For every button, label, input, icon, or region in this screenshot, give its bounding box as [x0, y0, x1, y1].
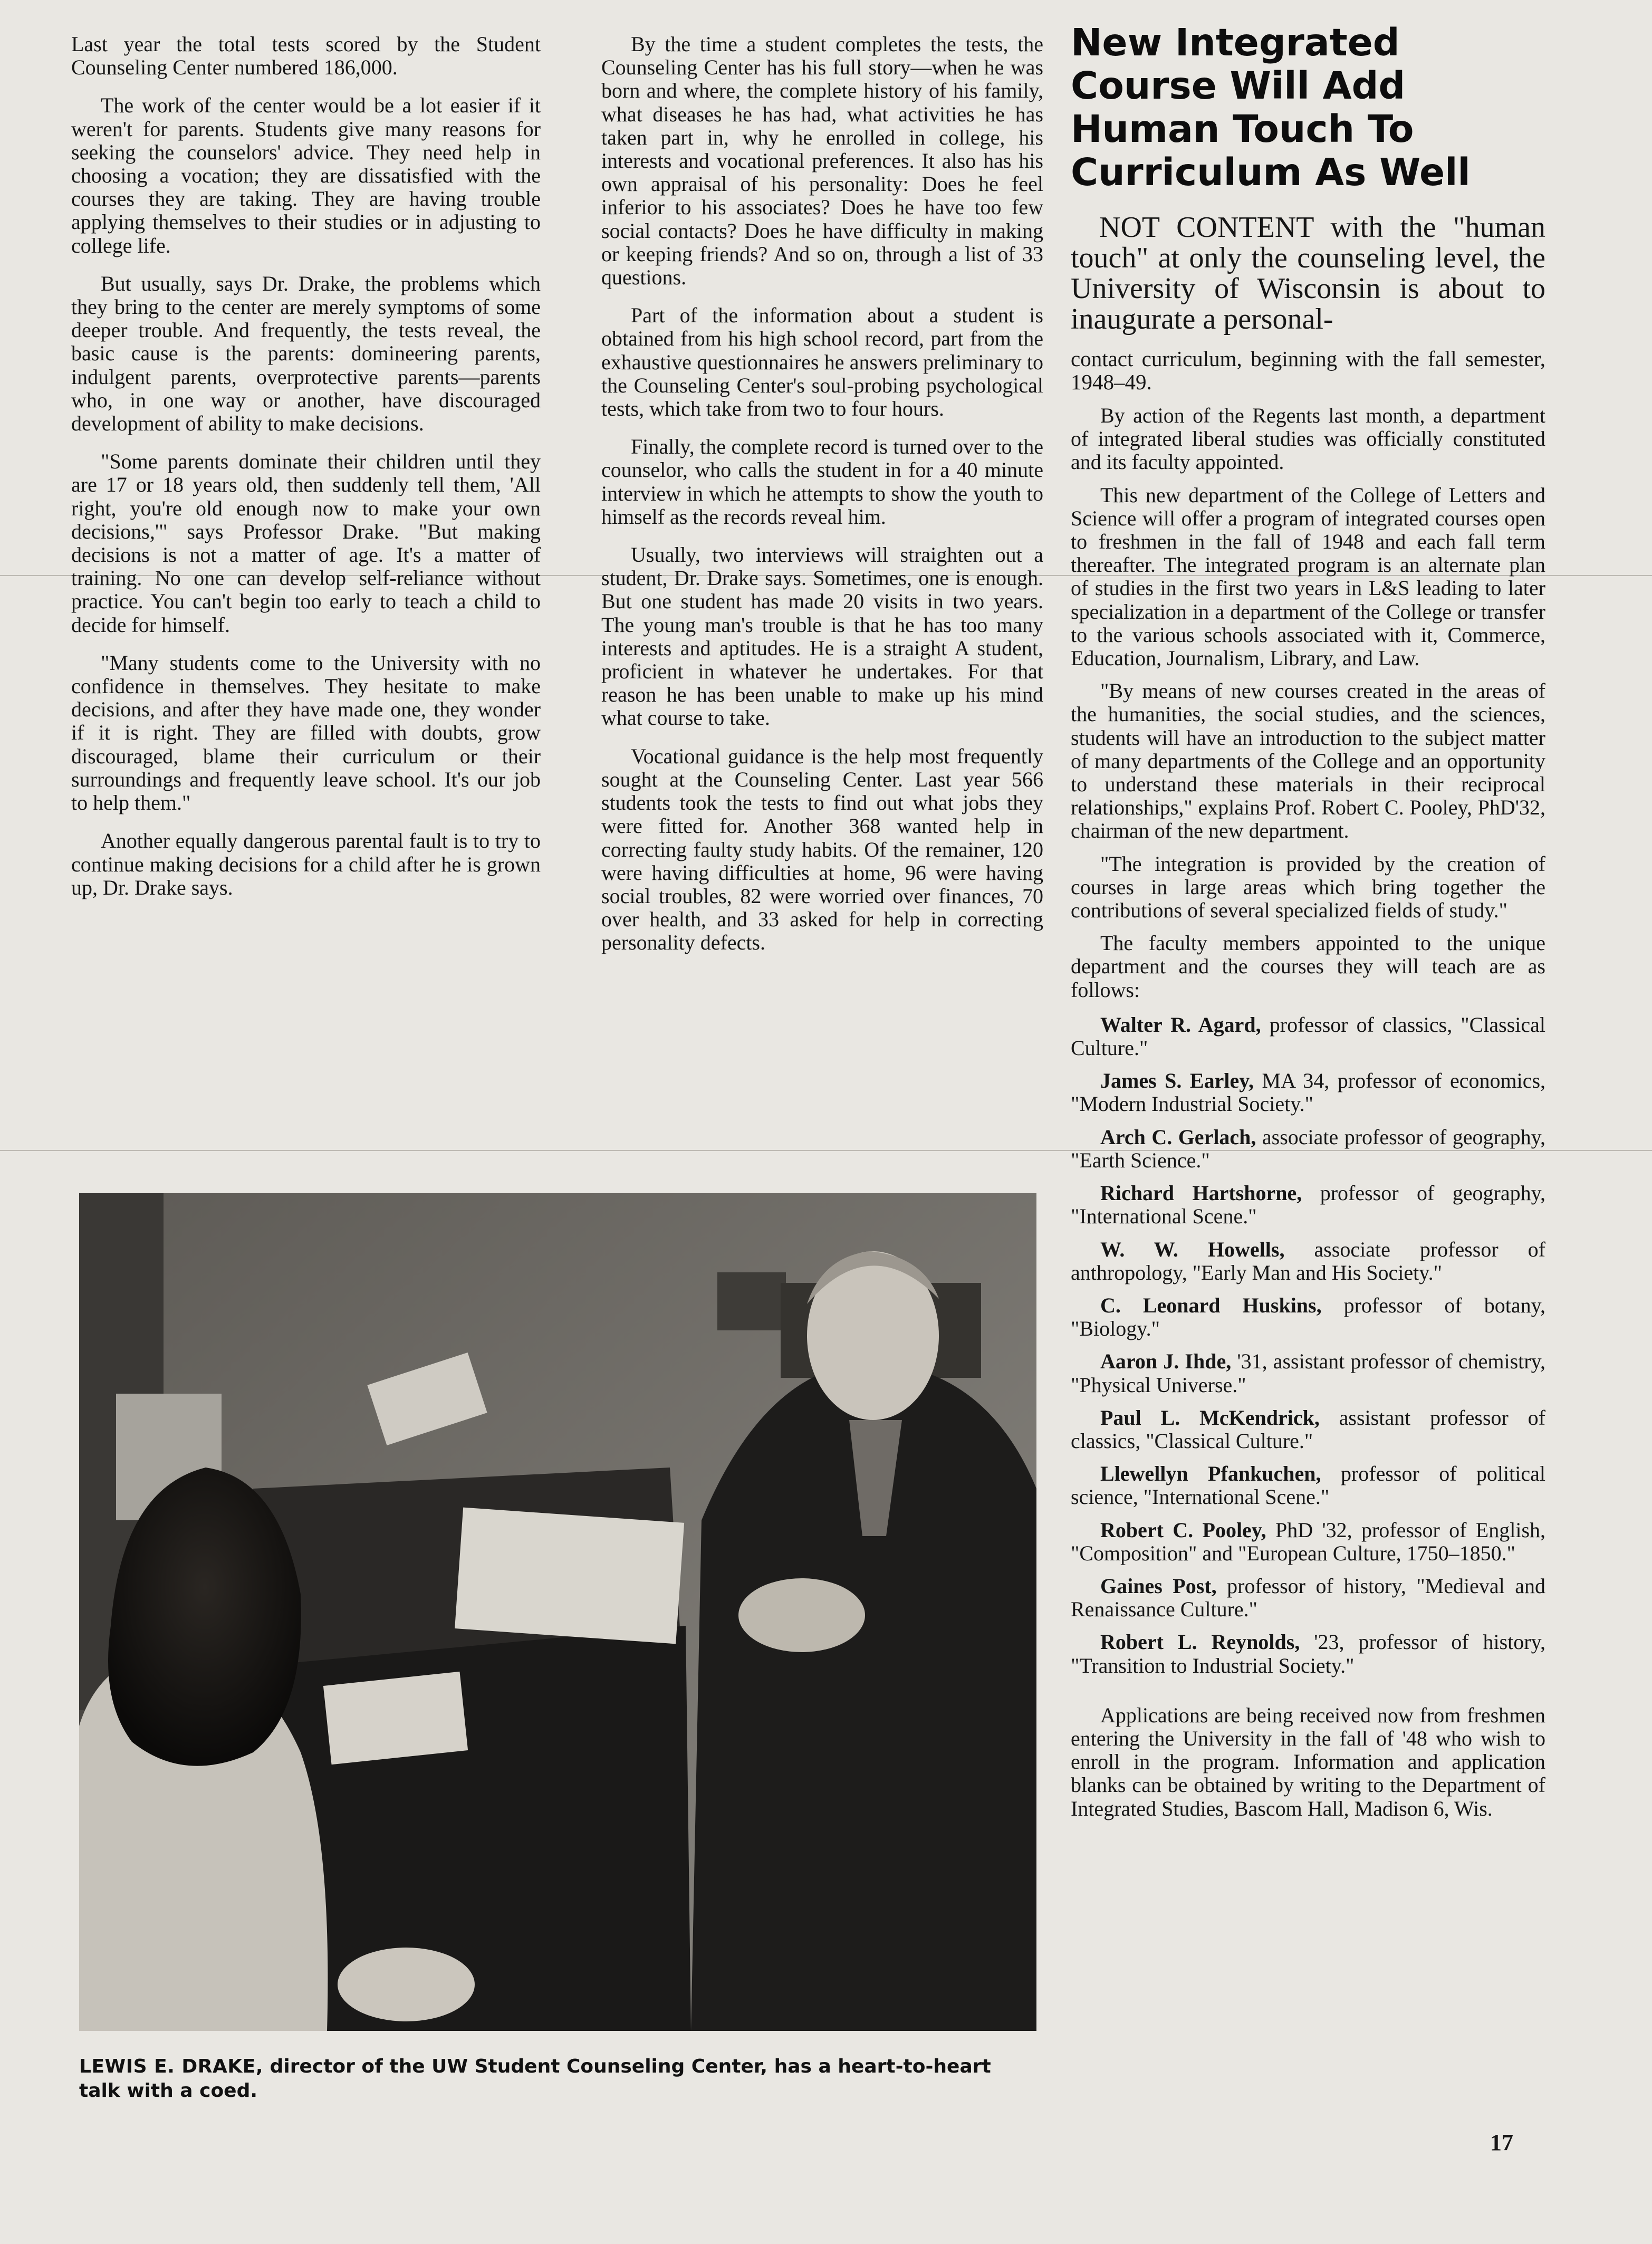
faculty-description: MA 34, professor of economics, "Modern Industrial Society."	[1071, 1069, 1546, 1116]
paragraph: Finally, the complete record is turned over to the counselor, who calls the student in for a 40 minute interview in which he attempts to show the youth to himself as the records reveal him.	[601, 435, 1043, 529]
photo-open-book	[455, 1508, 684, 1644]
closing-paragraph: Applications are being received now from freshmen entering the University in the fall of '48 who wish to enroll in the program. Information and application blanks can be obtained by writing to the Department of Integrated Studies, Bascom Hall, Madison 6, Wis.	[1071, 1703, 1545, 1820]
caption-lead: LEWIS E. DRAKE,	[79, 2056, 264, 2077]
paragraph: "Many students come to the University with no confidence in themselves. They hesitate to make decisions, and after they have made one, they wonder if it is right. They are filled with doubts, grow discouraged, blame their curriculum or their surroundings and frequently leave school. It's our job to help them."	[71, 650, 541, 815]
faculty-name: Paul L. McKendrick,	[1100, 1405, 1320, 1430]
faculty-description: associate professor of geography, "Earth Science."	[1071, 1125, 1545, 1172]
paragraph: Another equally dangerous parental fault is to try to continue making decisions for a child after he is grown up, Dr. Drake says.	[71, 829, 541, 899]
photo-papers	[323, 1672, 468, 1764]
faculty-entry	[1071, 1406, 1545, 1453]
faculty-description: assistant professor of classics, "Classical Culture."	[1071, 1405, 1545, 1453]
faculty-description: PhD '32, professor of English, "Composition" and "European Culture, 1750–1850."	[1071, 1518, 1546, 1565]
paragraph: The faculty members appointed to the unique department and the courses they will teach are as follows:	[1071, 931, 1545, 1002]
paragraph: "The integration is provided by the creation of courses in large areas which bring together the contributions of several specialized fields of study."	[1071, 851, 1545, 923]
faculty-entry	[1071, 1069, 1545, 1116]
faculty-entry	[1071, 1182, 1545, 1228]
caption-text: director of the UW Student Counseling Center, has a heart-to-heart talk with a coed.	[79, 2056, 991, 2102]
faculty-name: W. W. Howells,	[1100, 1237, 1285, 1261]
faculty-name: James S. Earley,	[1100, 1069, 1254, 1093]
paragraph: By action of the Regents last month, a department of integrated liberal studies was officially constituted and its faculty appointed.	[1071, 404, 1545, 474]
faculty-name: Richard Hartshorne,	[1100, 1181, 1302, 1205]
faculty-description: '31, assistant professor of chemistry, "Physical Universe."	[1071, 1349, 1545, 1397]
paragraph: Last year the total tests scored by the Student Counseling Center numbered 186,000.	[71, 32, 541, 80]
photo-man-hands	[738, 1578, 865, 1652]
article-lede: NOT CONTENT with the "human touch" at only the counseling level, the University of Wisconsin is about to inaugurate a personal-	[1071, 211, 1545, 335]
faculty-entry	[1071, 1575, 1545, 1621]
faculty-name: Aaron J. Ihde,	[1100, 1349, 1232, 1374]
faculty-name: Arch C. Gerlach,	[1100, 1125, 1256, 1149]
paragraph: By the time a student completes the tests, the Counseling Center has his full story—when he was born and where, the complete history of his family, what diseases he has had, what activities he has taken part in, why he enrolled in college, his interests and vocational preferences. It also has his own appraisal of his personality: Does he feel inferior to his associates? Does he have too few social contacts? Does he have difficulty in making or keeping friends? And so on, through a list of 33 questions.	[601, 32, 1043, 290]
paragraph: The work of the center would be a lot easier if it weren't for parents. Students give many reasons for seeking the counselors' advice. They need help in choosing a vocation; they are dissatisfied with the courses they are taking. They are having trouble applying themselves to their studies or in adjusting to college life.	[71, 93, 541, 257]
article-headline: New Integrated Course Will Add Human Touch To Curriculum As Well	[1071, 21, 1471, 194]
faculty-name: Gaines Post,	[1100, 1574, 1217, 1598]
paragraph: "Some parents dominate their children until they are 17 or 18 years old, then suddenly tell them, 'All right, you're old enough now to make your own decisions,'" says Professor Drake. "But making decisions is not a matter of age. It's a matter of training. No one can develop self-reliance without practice. You can't begin too early to teach a child to decide for himself.	[71, 449, 541, 637]
faculty-entry	[1071, 1238, 1545, 1284]
counseling-photo	[79, 1193, 1036, 2031]
page-number: 17	[1490, 2130, 1513, 2155]
faculty-entry	[1071, 1126, 1545, 1172]
faculty-description: associate professor of anthropology, "Early Man and His Society."	[1071, 1237, 1545, 1284]
faculty-description: professor of geography, "International Scene."	[1071, 1181, 1545, 1229]
faculty-description: professor of classics, "Classical Culture."	[1071, 1012, 1546, 1060]
faculty-list	[1071, 1013, 1545, 1677]
faculty-entry	[1071, 1631, 1545, 1677]
faculty-name: Robert C. Pooley,	[1100, 1518, 1266, 1542]
faculty-description: professor of botany, "Biology."	[1071, 1293, 1546, 1341]
faculty-entry	[1071, 1294, 1545, 1340]
photo-girl-hands	[338, 1948, 475, 2021]
faculty-name: Llewellyn Pfankuchen,	[1100, 1462, 1321, 1486]
paragraph: This new department of the College of Letters and Science will offer a program of integrated courses open to freshmen in the fall of 1948 and each fall term thereafter. The integrated program is an alternate plan of studies in the first two years in L&S leading to later specialization in a department of the College or transfer to the various schools associated with it, Commerce, Education, Journalism, Library, and Law.	[1071, 483, 1545, 670]
paragraph: Usually, two interviews will straighten out a student, Dr. Drake says. Sometimes, one is enough. But one student has made 20 visits in two years. The young man's trouble is that he has too many interests and aptitudes. He is a straight A student, proficient in whatever he undertakes. For that reason he has been unable to make up his mind what course to take.	[601, 543, 1043, 730]
column-middle	[601, 33, 1043, 970]
paragraph: Vocational guidance is the help most frequently sought at the Counseling Center. Last year 566 students took the tests to find out what jobs they were fitted for. Another 368 wanted help in correcting faulty study habits. Of the remainer, 120 were having difficulties at home, 96 were having social troubles, 82 were worried over finances, 70 over health, and 33 asked for help in correcting personality defects.	[601, 744, 1043, 955]
faculty-entry	[1071, 1519, 1545, 1565]
faculty-entry	[1071, 1013, 1545, 1060]
faculty-description: professor of history, "Medieval and Renaissance Culture."	[1071, 1574, 1545, 1622]
faculty-name: C. Leonard Huskins,	[1100, 1293, 1322, 1317]
column-right	[1071, 21, 1545, 1835]
photo-caption	[79, 2055, 1036, 2103]
faculty-description: '23, professor of history, "Transition to Industrial Society."	[1071, 1630, 1546, 1677]
faculty-description: professor of political science, "International Scene."	[1071, 1462, 1546, 1509]
faculty-entry	[1071, 1462, 1545, 1509]
column-left	[71, 33, 541, 914]
paragraph: Part of the information about a student is obtained from his high school record, part from the exhaustive questionnaires he answers preliminary to the Counseling Center's soul-probing psychological tests, which take from two to four hours.	[601, 303, 1043, 421]
paragraph: But usually, says Dr. Drake, the problems which they bring to the center are merely symptoms of some deeper trouble. And frequently, the tests reveal, the basic cause is the parents: domineering parents, indulgent parents, overprotective parents—parents who, in one way or another, have discouraged development of ability to make decisions.	[71, 271, 541, 436]
faculty-entry	[1071, 1350, 1545, 1396]
faculty-name: Walter R. Agard,	[1100, 1012, 1261, 1037]
photo-book-stack	[717, 1272, 786, 1330]
faculty-name: Robert L. Reynolds,	[1100, 1630, 1300, 1654]
paragraph: "By means of new courses created in the areas of the humanities, the social studies, and the sciences, students will have an introduction to the subject matter of many departments of the College and an opportunity to understand these materials in their reciprocal relationships," explains Prof. Robert C. Pooley, PhD'32, chairman of the new department.	[1071, 679, 1545, 843]
photo-illustration	[79, 1193, 1036, 2031]
article-lede-continued: contact curriculum, beginning with the fall semester, 1948–49.	[1071, 347, 1545, 394]
